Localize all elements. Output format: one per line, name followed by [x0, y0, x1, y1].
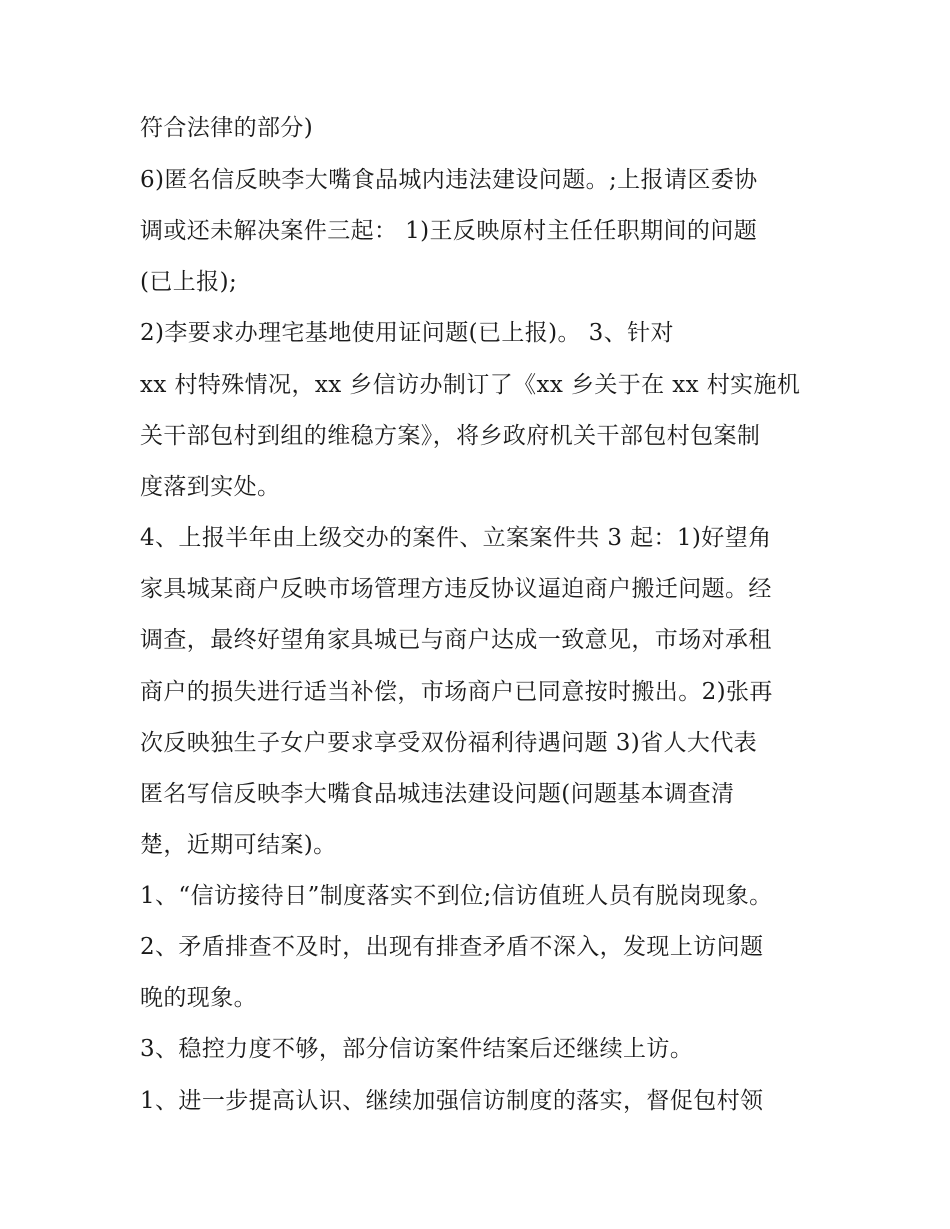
text-line: 调或还未解决案件三起： 1)王反映原村主任任职期间的问题 — [140, 218, 758, 244]
text-line: 度落到实处。 — [140, 474, 281, 500]
text-line: 晚的现象。 — [140, 985, 257, 1011]
text-line: 次反映独生子女户要求享受双份福利待遇问题 3)省人大代表 — [140, 730, 758, 756]
text-line: 商户的损失进行适当补偿，市场商户已同意按时搬出。2)张再 — [140, 679, 773, 705]
text-line: 2)李要求办理宅基地使用证问题(已上报)。 3、针对 — [140, 320, 674, 346]
text-line: 3、稳控力度不够，部分信访案件结案后还继续上访。 — [140, 1036, 694, 1062]
text-line: 2、矛盾排查不及时，出现有排查矛盾不深入，发现上访问题 — [140, 934, 764, 960]
text-line: 4、上报半年由上级交办的案件、立案案件共 3 起：1)好望角 — [140, 525, 772, 551]
text-line: 调查，最终好望角家具城已与商户达成一致意见，市场对承租 — [140, 627, 772, 653]
text-line: 关干部包村到组的维稳方案》，将乡政府机关干部包村包案制 — [140, 423, 761, 449]
text-line: (已上报); — [140, 269, 238, 295]
text-line: 匿名写信反映李大嘴食品城违法建设问题(问题基本调查清 — [140, 781, 735, 807]
text-line: 6)匿名信反映李大嘴食品城内违法建设问题。;上报请区委协 — [140, 167, 758, 193]
text-line: 符合法律的部分) — [140, 115, 314, 141]
text-line: 1、“信访接待日”制度落实不到位;信访值班人员有脱岗现象。 — [140, 883, 773, 909]
text-line: 家具城某商户反映市场管理方违反协议逼迫商户搬迁问题。经 — [140, 576, 772, 602]
text-line: 1、进一步提高认识、继续加强信访制度的落实，督促包村领 — [140, 1088, 764, 1114]
text-line: xx 村特殊情况，xx 乡信访办制订了《xx 乡关于在 xx 村实施机 — [140, 372, 801, 398]
text-line: 楚，近期可结案)。 — [140, 832, 337, 858]
